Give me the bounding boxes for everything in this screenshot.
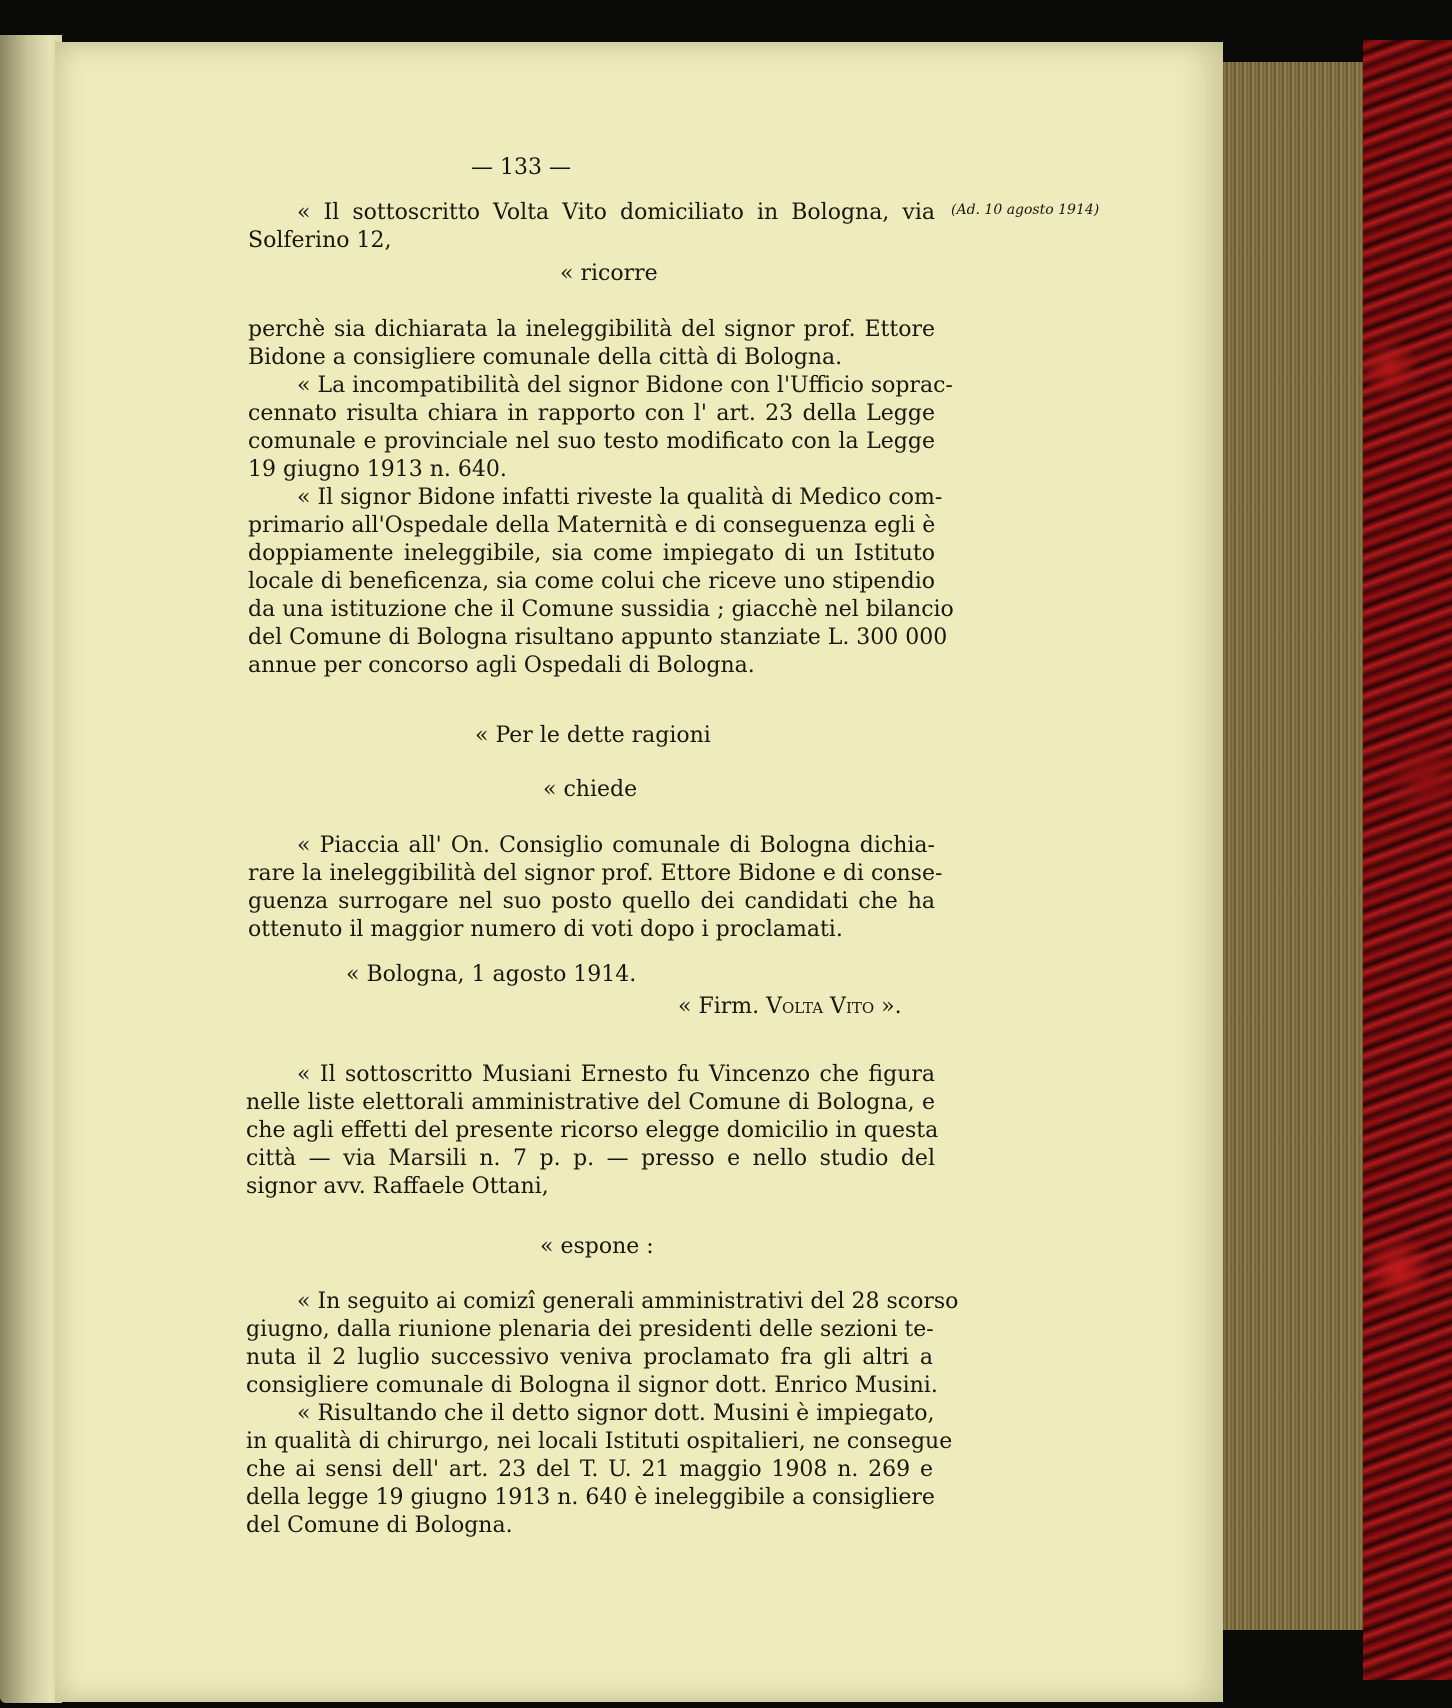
text-line: che agli effetti del presente ricorso elegge domicilio in questa [246, 1118, 939, 1143]
signature-name: Volta Vito [766, 994, 875, 1019]
signature-suffix: ». [874, 994, 902, 1019]
margin-note: (Ad. 10 agosto 1914) [951, 202, 1100, 218]
text-line: Solferino 12, [248, 228, 392, 253]
heading-per-le-dette-ragioni: « Per le dette ragioni [475, 723, 711, 748]
text-line: del Comune di Bologna risultano appunto stanziate L. 300 000 [248, 625, 948, 650]
text-line: ottenuto il maggior numero di voti dopo i proclamati. [248, 917, 843, 942]
text-line: Bidone a consigliere comunale della città di Bologna. [248, 345, 843, 370]
heading-chiede: « chiede [543, 777, 638, 802]
text-line: che ai sensi dell' art. 23 del T. U. 21 maggio 1908 n. 269 e [246, 1457, 933, 1482]
text-line: della legge 19 giugno 1913 n. 640 è ineleggibile a consigliere [246, 1485, 935, 1510]
text-line: locale di beneficenza, sia come colui che riceve uno stipendio [248, 569, 935, 594]
text-line: consigliere comunale di Bologna il signor dott. Enrico Musini. [246, 1373, 938, 1398]
date-line: « Bologna, 1 agosto 1914. [346, 962, 637, 987]
text-line: « Il sottoscritto Musiani Ernesto fu Vincenzo che figura [297, 1062, 935, 1087]
text-line: perchè sia dichiarata la ineleggibilità del signor prof. Ettore [248, 317, 935, 342]
text-line: del Comune di Bologna. [246, 1513, 513, 1538]
text-line: rare la ineleggibilità del signor prof. Ettore Bidone e di conse- [248, 861, 943, 886]
text-line: annue per concorso agli Ospedali di Bologna. [248, 653, 755, 678]
heading-ricorre: « ricorre [560, 261, 658, 286]
text-line: 19 giugno 1913 n. 640. [248, 457, 507, 482]
text-line: « La incompatibilità del signor Bidone con l'Ufficio soprac- [297, 373, 953, 398]
text-line: guenza surrogare nel suo posto quello dei candidati che ha [248, 889, 935, 914]
text-line: da una istituzione che il Comune sussidia ; giacchè nel bilancio [248, 597, 954, 622]
text-line: « In seguito ai comizî generali amministrativi del 28 scorso [297, 1289, 959, 1314]
text-line: primario all'Ospedale della Maternità e di conseguenza egli è [248, 513, 936, 538]
text-line: « Risultando che il detto signor dott. Musini è impiegato, [297, 1401, 935, 1426]
text-line: nuta il 2 luglio successivo veniva proclamato fra gli altri a [246, 1345, 933, 1370]
page-block-edge [1223, 62, 1369, 1630]
left-page-edge [0, 35, 62, 1703]
text-line: doppiamente ineleggibile, sia come impiegato di un Istituto [248, 541, 935, 566]
text-line: « Il sottoscritto Volta Vito domiciliato in Bologna, via [297, 200, 935, 225]
text-line: città — via Marsili n. 7 p. p. — presso e nello studio del [246, 1146, 935, 1171]
page-number: — 133 — [471, 155, 571, 180]
marbled-cover [1363, 40, 1452, 1680]
text-line: cennato risulta chiara in rapporto con l' art. 23 della Legge [248, 401, 935, 426]
text-line: « Piaccia all' On. Consiglio comunale di Bologna dichia- [297, 833, 935, 858]
text-line: « Il signor Bidone infatti riveste la qualità di Medico com- [297, 485, 943, 510]
text-line: signor avv. Raffaele Ottani, [246, 1174, 549, 1199]
heading-espone: « espone : [540, 1234, 654, 1259]
text-line: in qualità di chirurgo, nei locali Istituti ospitalieri, ne consegue [246, 1429, 953, 1454]
text-line: giugno, dalla riunione plenaria dei presidenti delle sezioni te- [246, 1317, 934, 1342]
text-line: comunale e provinciale nel suo testo modificato con la Legge [248, 429, 935, 454]
signature-prefix: « Firm. [678, 994, 767, 1019]
signature-line [678, 993, 902, 1021]
text-line: nelle liste elettorali amministrative del Comune di Bologna, e [246, 1090, 935, 1115]
